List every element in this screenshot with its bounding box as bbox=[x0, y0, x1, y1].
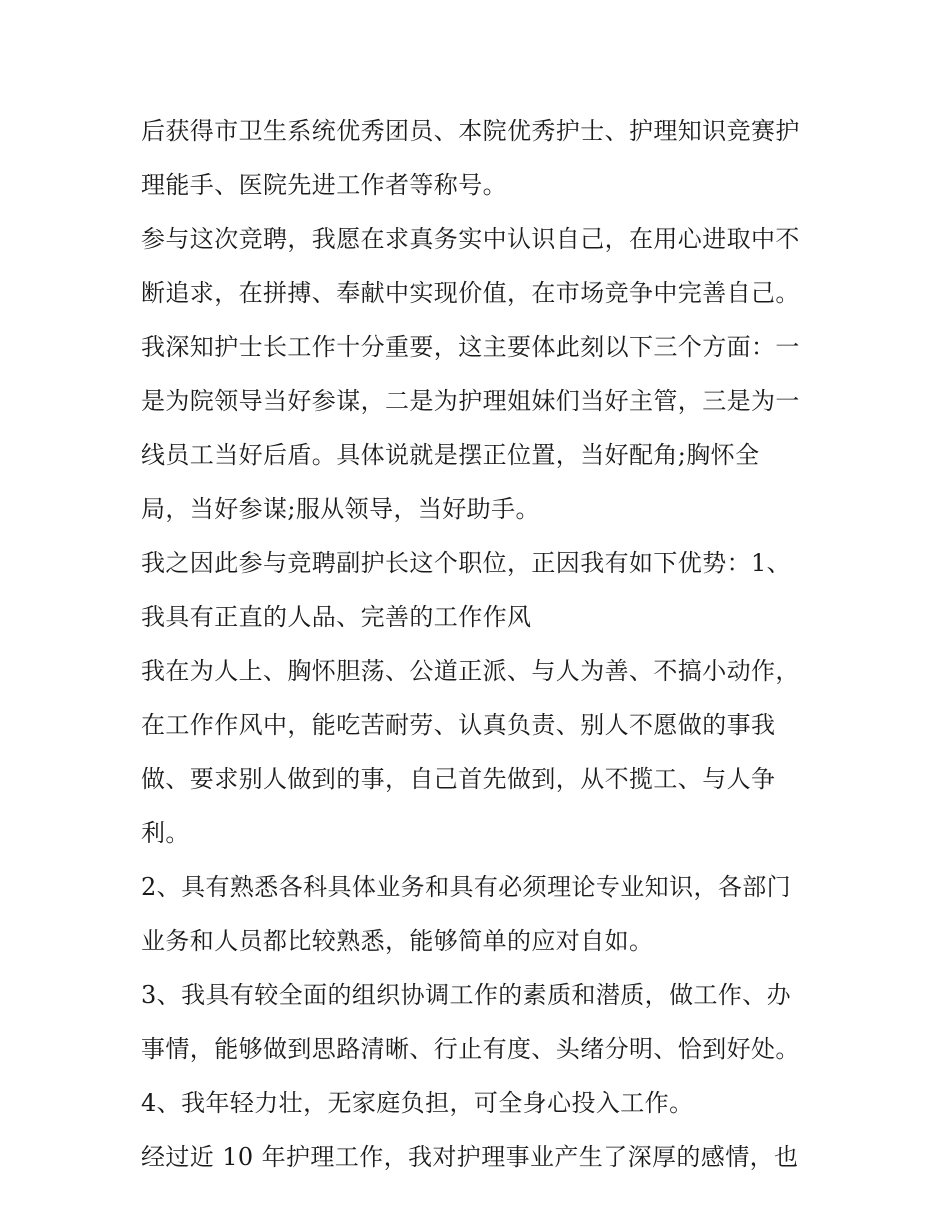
document-body bbox=[141, 104, 831, 1184]
text-line: 在工作作风中，能吃苦耐劳、认真负责、别人不愿做的事我 bbox=[141, 711, 776, 739]
text-line: 参与这次竞聘，我愿在求真务实中认识自己，在用心进取中不 bbox=[141, 225, 800, 253]
text-line: 4、我年轻力壮，无家庭负担，可全身心投入工作。 bbox=[141, 1089, 694, 1117]
text-line: 利。 bbox=[141, 819, 190, 847]
text-line: 做、要求别人做到的事，自己首先做到，从不揽工、与人争 bbox=[141, 765, 776, 793]
text-line: 断追求，在拼搏、奉献中实现价值，在市场竞争中完善自己。 bbox=[141, 279, 800, 307]
text-line: 2、具有熟悉各科具体业务和具有必须理论专业知识，各部门 bbox=[141, 873, 792, 901]
text-line: 后获得市卫生系统优秀团员、本院优秀护士、护理知识竞赛护 bbox=[141, 117, 800, 145]
text-line: 线员工当好后盾。具体说就是摆正位置，当好配角;胸怀全 bbox=[141, 441, 760, 469]
text-line: 理能手、医院先进工作者等称号。 bbox=[141, 171, 507, 199]
text-line: 是为院领导当好参谋，二是为护理姐妹们当好主管，三是为一 bbox=[141, 387, 800, 415]
text-line: 我具有正直的人品、完善的工作作风 bbox=[141, 603, 532, 631]
text-line: 3、我具有较全面的组织协调工作的素质和潜质，做工作、办 bbox=[141, 981, 792, 1009]
text-line: 经过近 10 年护理工作，我对护理事业产生了深厚的感情，也 bbox=[141, 1143, 799, 1171]
text-line: 事情，能够做到思路清晰、行止有度、头绪分明、恰到好处。 bbox=[141, 1035, 800, 1063]
text-line: 我之因此参与竞聘副护长这个职位，正因我有如下优势：1、 bbox=[141, 549, 792, 577]
text-line: 局，当好参谋;服从领导，当好助手。 bbox=[141, 495, 540, 523]
text-line: 业务和人员都比较熟悉，能够简单的应对自如。 bbox=[141, 927, 654, 955]
text-line: 我在为人上、胸怀胆荡、公道正派、与人为善、不搞小动作， bbox=[141, 657, 800, 685]
text-line: 我深知护士长工作十分重要，这主要体此刻以下三个方面：一 bbox=[141, 333, 800, 361]
